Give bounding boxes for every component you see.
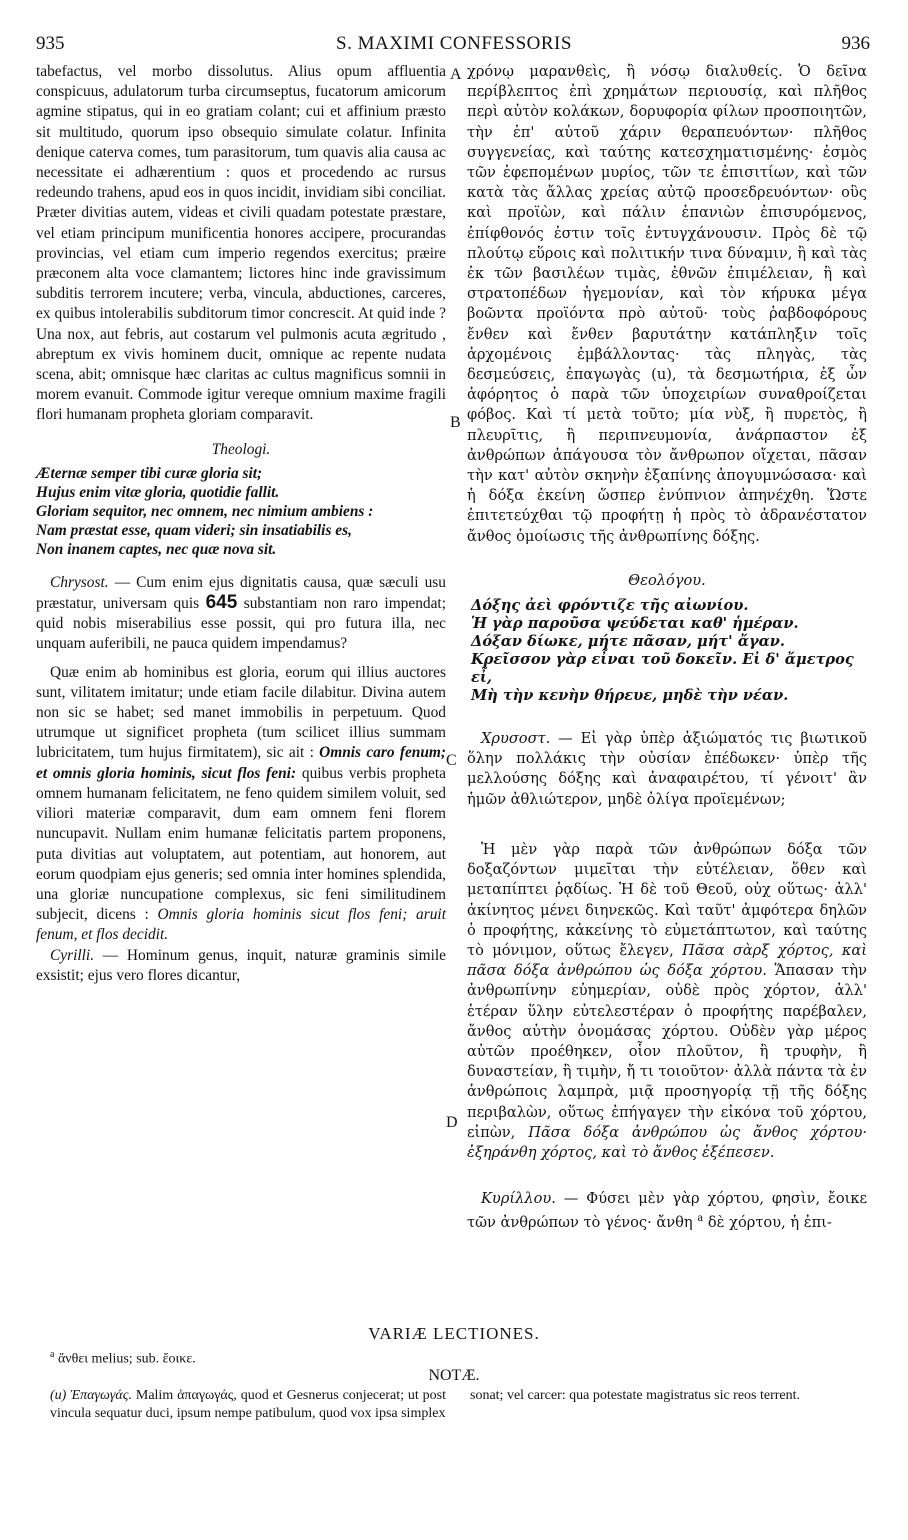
footnote-ref-a: a xyxy=(697,1213,704,1225)
greek-verse xyxy=(467,597,867,705)
greek-verse-line: Ἡ γὰρ παροῦσα ψεύδεται καθ' ἡμέραν. xyxy=(471,615,799,633)
notae-lemma: Ἐπαγωγάς. xyxy=(70,1388,132,1403)
greek-cyril-label: Κυρίλλου. xyxy=(481,1190,556,1208)
greek-cyril-text-b: δὲ χόρτου, ἡ ἐπι- xyxy=(707,1214,832,1232)
latin-paragraph-3-text: quibus verbis propheta omnem humanam felicitatem, ne feno quidem similem voluit, sed viliori materiæ comparavit, dum eam omnem feni florem nuncupavit. Nullam enim humanæ felicitatis partem proponens, puta divitias aut voluptatem, aut potentiam, aut honorem, aut eorum quodpiam ejus generis; sed omnia inter homines splendida, una gloriæ nuncupatione complexus, sic feni similitudinem subjecit, dicens : xyxy=(36,764,446,924)
latin-verse-line: Æternæ semper tibi curæ gloria sit; xyxy=(36,464,263,482)
latin-verse-line: Gloriam sequitor, nec omnem, nec nimium ambiens : xyxy=(36,502,374,520)
latin-paragraph-cyril xyxy=(36,946,446,986)
latin-verse-line: Non inanem captes, nec quæ nova sit. xyxy=(36,540,277,558)
notae-continuation: sonat; vel carcer: qua potestate magistratus sic reos terrent. xyxy=(470,1388,801,1403)
latin-chrysostom-label: Chrysost. xyxy=(50,573,109,591)
greek-chrysostom-text: — Εἰ γὰρ ὑπὲρ ἀξιώματός τις βιωτικοῦ ὅλην πολλάκις τὴν οὐσίαν ἐπέδωκεν· ὑπὲρ τῆς μελλούσης δόξης καὶ ἀναφαιρέτου, τί γένοιτ' ἂν ἡμῶν ἀθλιώτερον, μηδὲ ὀλίγα προϊεμένων; xyxy=(467,730,868,808)
latin-paragraph-3 xyxy=(36,663,446,946)
latin-chrysostom-text-b: substantiam non raro impendat; quid nobis miserabilius esse possit, qui pro futura illa, nec unquam auferibili, ne pauca quidem impendamus? xyxy=(36,595,446,653)
latin-quote-2: Omnis gloria hominis sicut flos feni; aruit fenum, et flos decidit. xyxy=(36,906,446,944)
variae-lectiones-heading: VARIÆ LECTIONES. xyxy=(368,1324,540,1343)
greek-verse-line: Δόξαν δίωκε, μήτε πᾶσαν, μήτ' ἄγαν. xyxy=(471,633,786,651)
page-number-right: 936 xyxy=(841,33,870,54)
greek-quote-2: Πᾶσα δόξα ἀνθρώπου ὡς ἄνθος χόρτου· ἐξηράνθη χόρτος, καὶ τὸ ἄνθος ἐξέπεσεν. xyxy=(467,1123,867,1161)
notae-right-column xyxy=(470,1387,866,1405)
latin-paragraph-chrysostom xyxy=(36,573,446,655)
greek-verse-line: Δόξης ἀεὶ φρόντιζε τῆς αἰωνίου. xyxy=(471,597,749,615)
greek-paragraph-3-text: Ἅπασαν τὴν ἀνθρωπίνην εὐημερίαν, οὐδὲ πρὸς χόρτον, ἀλλ' ἑτέραν ὕλην εὐτελεστέραν ὁ προφήτης παρέβαλεν, ἄνθος αὐτὴν ὀνομάσας χόρτου. Οὐδὲν γὰρ μέρος αὐτῶν προέθηκεν, οἷον πλοῦτον, ἢ τρυφὴν, ἢ δυναστείαν, ἢ τιμὴν, ἤ τι τοιοῦτον· ἀλλὰ πάντα τὰ ἐν ἀνθρώποις λαμπρὰ, μιᾷ προσηγορίᾳ τῇ τῆς δόξης περιβαλὼν, οὕτως ἐπήγαγεν τὴν εἰκόνα τοῦ χόρτου, εἰπὼν, xyxy=(467,962,867,1141)
latin-verse xyxy=(36,464,446,559)
notae-text: Malim ἀπαγωγάς, quod et Gesnerus conjecerat; ut post vincula sequatur duci, ipsum nempe patibulum, quod vox ipsa simplex xyxy=(50,1388,447,1421)
greek-verse-line: Κρεῖσσον γὰρ εἶναι τοῦ δοκεῖν. Εἰ δ' ἄμετρος εἶ, xyxy=(471,651,854,687)
margin-marker-d: D xyxy=(446,1114,458,1131)
latin-verse-line: Nam præstat esse, quam videri; sin insatiabilis es, xyxy=(36,521,352,539)
latin-paragraph-3-text: Quæ enim ab hominibus est gloria, eorum qui illius auctores sunt, vilitatem imitatur; unde etiam facile dilabitur. Divina autem non sic se habet; sed manet immobilis in perpetuum. Quod utrumque ut significet propheta (tum scilicet illius summam lubricitatem, tum hujus firmitatem), sic ait : xyxy=(36,663,446,762)
notae-left-column xyxy=(50,1387,446,1423)
notae-label: (u) xyxy=(50,1388,67,1403)
latin-paragraph-1: tabefactus, vel morbo dissolutus. Alius opum affluentia conspicuus, adulatorum turba circumseptus, fucatorum amicorum agmine stipatus, qui in eo gratiam colant; cui et affinium præsto sit multitudo, quorum ipso obsequio simulate colatur. Infinita denique caterva comes, tum parasitorum, tum quavis alia causa ac necessitate ei adhærentium : quos et procedendo ac rursus redeundo trahens, apud eos in quos incidit, invidiam sibi conciliat. Præter divitias autem, videas et civili quadam potestate præstare, vel etiam principum munificentia honores accipere, procurandas provincias, vel etiam cum imperio regendos exercitus; præire præconem alta voce clamantem; lictores hinc inde gravissimum subditis terrorem incutere; verba, vincula, abductiones, carceres, ex quibus intolerabilis subditorum timor concrescit. At quid inde ? Una nox, aut febris, aut costarum vel pulmonis acuta ægritudo , abreptum ex vivis hominem ducit, omnique ac repente nudata scena, abit; omnisque hæc claritas ac cultus magnificus somnii in morem evanuit. Commode igitur vereque omnium maxime fragili flori humanam propheta gloriam comparavit. xyxy=(36,63,446,424)
latin-cyril-text: — Hominum genus, inquit, naturæ graminis simile exsistit; ejus vero flores dicantur, xyxy=(36,946,446,984)
running-title: S. MAXIMI CONFESSORIS xyxy=(336,33,572,54)
margin-marker-c: C xyxy=(446,752,457,769)
variae-lectiones-entry xyxy=(50,1346,450,1369)
greek-quote-1: Πᾶσα σὰρξ χόρτος, καὶ πᾶσα δόξα ἀνθρώπου ὡς δόξα χόρτου. xyxy=(467,941,867,980)
variae-sup-a: a xyxy=(50,1349,55,1360)
variae-text: ἄνθει melius; sub. ἔοικε. xyxy=(57,1351,196,1367)
margin-marker-a: A xyxy=(450,66,462,83)
latin-cyril-label: Cyrilli. xyxy=(50,946,95,964)
notae-heading: NOTÆ. xyxy=(428,1367,480,1384)
greek-heading-theologou: Θεολόγου. xyxy=(628,571,706,589)
greek-paragraph-chrysostom xyxy=(467,729,867,810)
latin-chrysostom-text-a: — Cum enim ejus dignitatis causa, quæ sæculi usu præstatur, universam quis xyxy=(36,573,446,613)
page-number-left: 935 xyxy=(36,33,65,54)
greek-paragraph-3-text: Ἡ μὲν γὰρ παρὰ τῶν ἀνθρώπων δόξα τῶν δοξαζόντων μιμεῖται τὴν εὐτέλειαν, ὅθεν καὶ μεταπίπτει ῥᾳδίως. Ἡ δὲ τοῦ Θεοῦ, οὐχ οὕτως· ἀλλ' ἀκίνητος μένει διηνεκῶς. Καὶ ταῦτ' ἀμφότερα δηλῶν ὁ προφήτης, κἀκείνης τὸ εὐμετάπτωτον, καὶ ταύτης τὸ μόνιμον, οὕτως ἔλεγεν, xyxy=(467,840,867,959)
latin-column xyxy=(36,62,446,986)
notae-note-u xyxy=(50,1387,446,1423)
margin-marker-b: B xyxy=(450,414,461,431)
latin-quote-1: Omnis caro fenum; et omnis gloria hominis, sicut flos feni: xyxy=(36,744,446,782)
greek-paragraph-1: χρόνῳ μαρανθεὶς, ἢ νόσῳ διαλυθείς. Ὁ δεῖνα περίβλεπτος ἐπὶ χρημάτων περιουσίᾳ, καὶ πλῆθος περὶ αὐτὸν κολάκων, δορυφορία φίλων προσποιητῶν, τὴν ἐπ' αὐτοῦ χάριν θεραπευόντων· πλῆθος συγγενείας, καὶ ταύτης κατεσχηματισμένης· ἐσμὸς τῶν ἐφεπομένων μυρίος, τῶν τε ἐπισιτίων, καὶ τῶν κατὰ τὰς ἄλλας χρείας αὐτῷ προσεδρευόντων· οὓς καὶ προϊὼν, καὶ πάλιν ἐπανιὼν ἐπισυρόμενος, ἐπίφθονός ἐστιν τοῖς ἐντυγχάνουσιν. Πρὸς δὲ τῷ πλούτῳ εὕροις καὶ πολιτικήν τινα δύναμιν, ἢ καὶ τὰς ἐκ τῶν βασιλέων τιμὰς, ἐθνῶν ἐπιμέλειαν, ἢ καὶ στρατοπέδων ἡγεμονίαν, καὶ τὸν κήρυκα μέγα βοῶντα προϊόντα πρὸ αὐτοῦ· τοὺς ῥαβδοφόρους ἔνθεν καὶ ἔνθεν βαρυτάτην κατάπληξιν τοῖς ἀρχομένοις ἐμβάλλοντας· τὰς πληγὰς, τὰς δεσμεύσεις, ἐπαγωγὰς (u), τὰ δεσμωτήρια, ἐξ ὧν ἀφόρητος ὁ παρὰ τῶν ὑποχειρίων συναθροίζεται φόβος. Καὶ τί μετὰ τοῦτο; μία νὺξ, ἢ πυρετὸς, ἢ πλευρῖτις, ἢ περιπνευμονία, ἀνάρπαστον ἐξ ἀνθρώπων ἀπάγουσα τὸν ἄνθρωπον οἴχεται, πᾶσαν τὴν κατ' αὐτὸν σκηνὴν ἐξαπίνης ἀπογυμνώσασα· καὶ ἡ δόξα ἐκείνη ὥσπερ ἐνύπνιον ἀπηνέχθη. Ὥστε ἐπιτετεύχθαι τῷ προφήτῃ ἡ πρὸς τὸ ἀδρανέστατον ἄνθος ὁμοίωσις τῆς ἀνθρωπίνης δόξης. xyxy=(467,63,867,545)
greek-cyril-text-a: — Φύσει μὲν γὰρ χόρτου, φησὶν, ἔοικε τῶν ἀνθρώπων τὸ γένος· ἄνθη xyxy=(467,1190,868,1232)
column-number-645: 645 xyxy=(205,592,238,614)
greek-verse-line: Μὴ τὴν κενὴν θήρευε, μηδὲ τὴν νέαν. xyxy=(471,687,789,705)
greek-paragraph-3 xyxy=(467,840,867,1163)
greek-chrysostom-label: Χρυσοστ. xyxy=(481,730,551,748)
latin-heading-theologi: Theologi. xyxy=(211,440,271,458)
latin-verse-line: Hujus enim vitæ gloria, quotidie fallit. xyxy=(36,483,280,501)
greek-paragraph-cyril xyxy=(467,1189,867,1233)
greek-column xyxy=(467,62,867,1233)
